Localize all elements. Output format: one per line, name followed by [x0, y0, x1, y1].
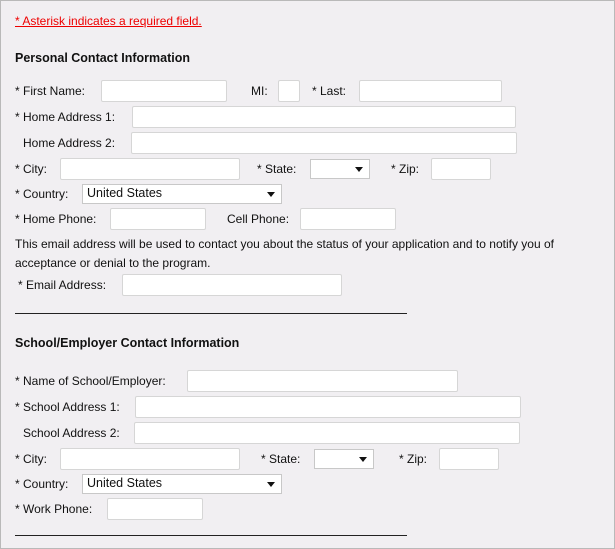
- home-address-2-label: Home Address 2:: [23, 136, 116, 150]
- first-name-input[interactable]: [101, 80, 227, 102]
- first-name-label: * First Name:: [15, 84, 86, 98]
- zip-input[interactable]: [431, 158, 491, 180]
- home-address-1-label: * Home Address 1:: [15, 110, 116, 124]
- state-label: * State:: [257, 162, 297, 176]
- cell-phone-input[interactable]: [300, 208, 396, 230]
- email-label: * Email Address:: [18, 278, 107, 292]
- school-country-label: * Country:: [15, 477, 69, 491]
- mi-input[interactable]: [278, 80, 300, 102]
- school-city-input[interactable]: [60, 448, 240, 470]
- school-state-label: * State:: [261, 452, 301, 466]
- zip-label: * Zip:: [391, 162, 420, 176]
- school-city-label: * City:: [15, 452, 48, 466]
- school-address-2-label: School Address 2:: [23, 426, 120, 440]
- personal-section-heading: Personal Contact Information: [15, 51, 191, 65]
- home-phone-label: * Home Phone:: [15, 212, 97, 226]
- school-address-2-input[interactable]: [134, 422, 520, 444]
- school-country-value: United States: [87, 476, 163, 490]
- school-name-label: * Name of School/Employer:: [15, 374, 166, 388]
- school-section-heading: School/Employer Contact Information: [15, 336, 240, 350]
- school-address-1-label: * School Address 1:: [15, 400, 120, 414]
- school-name-input[interactable]: [187, 370, 458, 392]
- chevron-down-icon: [355, 167, 363, 172]
- section-divider: [15, 313, 407, 314]
- last-name-label: * Last:: [312, 84, 347, 98]
- school-zip-input[interactable]: [439, 448, 499, 470]
- email-note: This email address will be used to contact you about the status of your application and to notify you of acceptance or denial to the program.: [15, 237, 554, 270]
- chevron-down-icon: [267, 192, 275, 197]
- state-select[interactable]: [310, 159, 370, 179]
- home-address-1-input[interactable]: [132, 106, 516, 128]
- country-select[interactable]: [82, 184, 282, 204]
- work-phone-label: * Work Phone:: [15, 502, 93, 516]
- city-input[interactable]: [60, 158, 240, 180]
- school-state-select[interactable]: [314, 449, 374, 469]
- mi-label: MI:: [251, 84, 268, 98]
- section-divider: [15, 535, 407, 536]
- home-phone-input[interactable]: [110, 208, 206, 230]
- city-label: * City:: [15, 162, 48, 176]
- country-value: United States: [87, 186, 163, 200]
- school-country-select[interactable]: [82, 474, 282, 494]
- chevron-down-icon: [359, 457, 367, 462]
- chevron-down-icon: [267, 482, 275, 487]
- home-address-2-input[interactable]: [131, 132, 517, 154]
- country-label: * Country:: [15, 187, 69, 201]
- email-input[interactable]: [122, 274, 342, 296]
- last-name-input[interactable]: [359, 80, 502, 102]
- school-address-1-input[interactable]: [135, 396, 521, 418]
- school-zip-label: * Zip:: [399, 452, 428, 466]
- required-field-note: * Asterisk indicates a required field.: [15, 14, 202, 28]
- work-phone-input[interactable]: [107, 498, 203, 520]
- cell-phone-label: Cell Phone:: [227, 212, 290, 226]
